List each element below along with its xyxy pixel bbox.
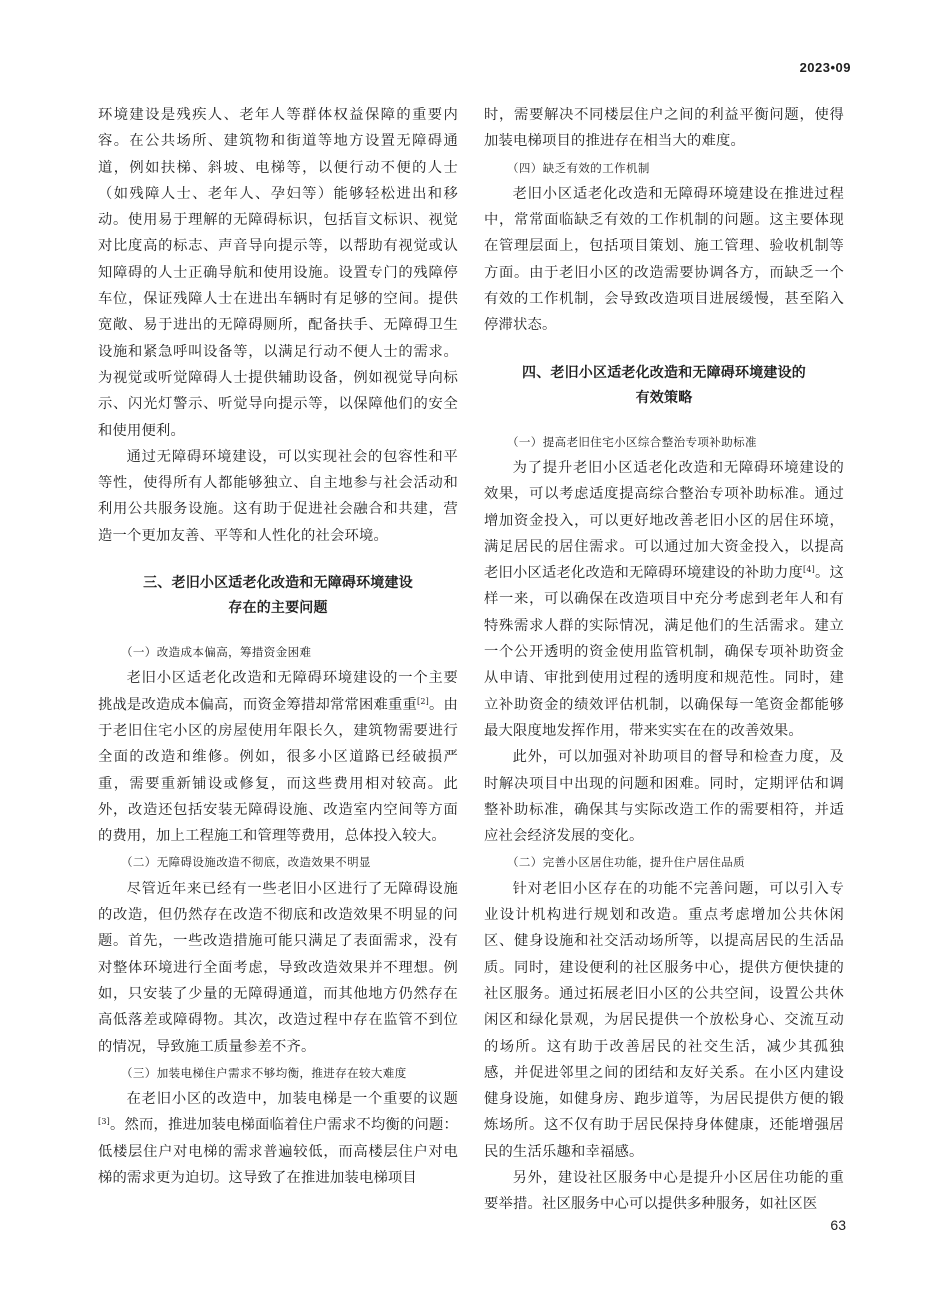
paragraph-text: 老旧小区适老化改造和无障碍环境建设的一个主要挑战是改造成本偏高，而资金筹措却常常困难重重 [98, 670, 458, 713]
subheading: （二）完善小区居住功能，提升住户居住品质 [507, 855, 745, 870]
paragraph: 老旧小区适老化改造和无障碍环境建设在推进过程中，常常面临缺乏有效的工作机制的问题。这主要体现在管理层面上，包括项目策划、施工管理、验收机制等方面。由于老旧小区的改造需要协调各方，而缺乏一个有效的工作机制，会导致改造项目进展缓慢，甚至陷入停滞状态。 [484, 185, 844, 334]
paragraph: 时，需要解决不同楼层住户之间的利益平衡问题，使得加装电梯项目的推进存在相当大的难度。 [484, 107, 844, 150]
subheading: （三）加装电梯住户需求不够均衡，推进存在较大难度 [121, 1065, 407, 1080]
paragraph [98, 1086, 458, 1191]
paragraph: 另外，建设社区服务中心是提升小区居住功能的重要举措。社区服务中心可以提供多种服务，如社区医 [484, 1169, 844, 1213]
subheading: （四）缺乏有效的工作机制 [507, 160, 650, 175]
page-number: 63 [830, 1217, 846, 1233]
section-heading-line: 有效策略 [635, 388, 693, 405]
paragraph: 此外，可以加强对补助项目的督导和检查力度，及时解决项目中出现的问题和困难。同时，定期评估和调整补助标准，确保其与实际改造工作的需要相符，并适应社会经济发展的变化。 [484, 749, 844, 845]
issue-label: 2023•09 [799, 60, 851, 75]
paragraph-text: 。然而，推进加装电梯面临着住户需求不均衡的问题：低楼层住户对电梯的需求普遍较低，而高楼层住户对电梯的需求更为迫切。这导致了在推进加装电梯项目 [98, 1117, 458, 1186]
paragraph-text: 。由于老旧住宅小区的房屋使用年限长久，建筑物需要进行全面的改造和维修。例如，很多小区道路已经破损严重，需要重新铺设或修复，而这些费用相对较高。此外，改造还包括安装无障碍设施、改造室内空间等方面的费用，加上工程施工和管理等费用，总体投入较大。 [98, 696, 458, 845]
reference-mark: [3] [98, 1117, 110, 1127]
paragraph: 尽管近年来已经有一些老旧小区进行了无障碍设施的改造，但仍然存在改造不彻底和改造效果不明显的问题。首先，一些改造措施可能只满足了表面需求，没有对整体环境进行全面考虑，导致改造效果并不理想。例如，只安装了少量的无障碍通道，而其他地方仍然存在高低落差或障碍物。其次，改造过程中存在监管不到位的情况，导致施工质量参差不齐。 [98, 880, 458, 1055]
paragraph [98, 665, 458, 849]
section-heading-line: 四、老旧小区适老化改造和无障碍环境建设的 [522, 363, 806, 380]
section-heading-line: 三、老旧小区适老化改造和无障碍环境建设 [143, 574, 413, 591]
right-column [484, 102, 844, 1218]
paragraph-text: 在老旧小区的改造中，加装电梯是一个重要的议题 [126, 1091, 458, 1108]
paragraph: 针对老旧小区存在的功能不完善问题，可以引入专业设计机构进行规划和改造。重点考虑增加公共休闲区、健身设施和社交活动场所等，以提高居民的生活品质。同时，建设便利的社区服务中心，提供方便快捷的社区服务。通过拓展老旧小区的公共空间，设置公共休闲区和绿化景观，为居民提供一个放松身心、交流互动的场所。这有助于改善居民的社交生活，减少其孤独感，并促进邻里之间的团结和友好关系。在小区内建设健身设施，如健身房、跑步道等，为居民提供方便的锻炼场所。这不仅有助于居民保持身体健康，还能增强居民的生活乐趣和幸福感。 [484, 880, 844, 1160]
reference-mark: [4] [803, 565, 815, 575]
paragraph: 通过无障碍环境建设，可以实现社会的包容性和平等性，使得所有人都能够独立、自主地参与社会活动和利用公共服务设施。这有助于促进社会融合和共建，营造一个更加友善、平等和人性化的社会环境。 [98, 448, 458, 544]
subheading: （二）无障碍设施改造不彻底，改造效果不明显 [121, 855, 371, 870]
paragraph-text: 为了提升老旧小区适老化改造和无障碍环境建设的效果，可以考虑适度提高综合整治专项补助标准。通过增加资金投入，可以更好地改善老旧小区的居住环境，满足居民的居住需求。可以通过加大资金投入，以提高老旧小区适老化改造和无障碍环境建设的补助力度 [484, 459, 844, 582]
section-heading-line: 存在的主要问题 [228, 599, 328, 616]
subheading: （一）提高老旧住宅小区综合整治专项补助标准 [507, 434, 757, 449]
reference-mark: [2] [417, 696, 429, 706]
section-heading-4 [484, 360, 844, 410]
paragraph [484, 455, 844, 744]
left-column [98, 102, 458, 1191]
paragraph-text: 。这样一来，可以确保在改造项目中充分考虑到老年人和有特殊需求人群的实际情况，满足他们的生活需求。建立一个公开透明的资金使用监管机制，确保专项补助资金从申请、审批到使用过程的透明度和规范性。同时，建立补助资金的绩效评估机制，以确保每一笔资金都能够最大限度地发挥作用，带来实实在在的改善效果。 [484, 565, 844, 739]
subheading: （一）改造成本偏高，筹措资金困难 [121, 645, 312, 660]
section-heading-3 [98, 570, 458, 620]
paragraph: 环境建设是残疾人、老年人等群体权益保障的重要内容。在公共场所、建筑物和街道等地方设置无障碍通道，例如扶梯、斜坡、电梯等，以便行动不便的人士（如残障人士、老年人、孕妇等）能够轻松进出和移动。使用易于理解的无障碍标识，包括盲文标识、视觉对比度高的标志、声音导向提示等，以帮助有视觉或认知障碍的人士正确导航和使用设施。设置专门的残障停车位，保证残障人士在进出车辆时有足够的空间。提供宽敞、易于进出的无障碍厕所，配备扶手、无障碍卫生设施和紧急呼叫设备等，以满足行动不便人士的需求。为视觉或听觉障碍人士提供辅助设备，例如视觉导向标示、闪光灯警示、听觉导向提示等，以保障他们的安全和使用便利。 [98, 107, 458, 439]
